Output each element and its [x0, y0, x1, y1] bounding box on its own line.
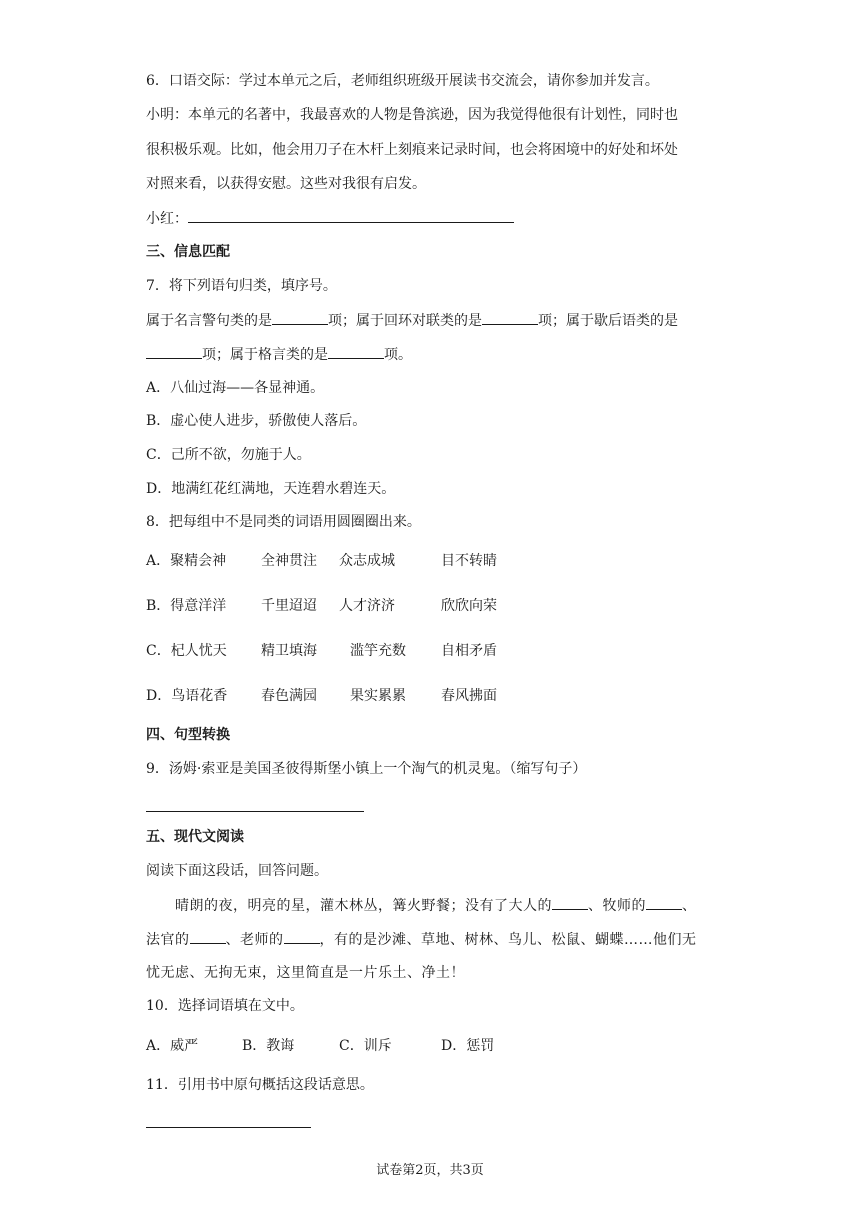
word-item[interactable]: 春色满园: [261, 688, 317, 704]
passage-line3: 忧无虑、无拘无束，这里简直是一片乐土、净土！: [146, 965, 465, 981]
q6-xiaohong-answer: [146, 208, 514, 229]
q7-text: 属于名言警句类的是: [146, 313, 272, 329]
page-footer: 试卷第2页，共3页: [376, 1163, 484, 1178]
section-title-modern-reading: 五、现代文阅读: [146, 829, 244, 845]
word-item[interactable]: 精卫填海: [261, 643, 317, 659]
q11-stem: 11．引用书中原句概括这段话意思。: [146, 1077, 374, 1093]
answer-blank[interactable]: [272, 310, 328, 325]
xiaohong-label: 小红：: [146, 211, 188, 227]
q7-stem: 7．将下列语句归类，填序号。: [146, 278, 337, 294]
passage-line1: [175, 895, 697, 916]
q10-option-a[interactable]: A．威严: [146, 1038, 199, 1054]
section-title-sentence-transform: 四、句型转换: [146, 727, 230, 743]
word-item[interactable]: 欣欣向荣: [441, 598, 497, 614]
q10-option-b[interactable]: B．教诲: [242, 1038, 295, 1054]
passage-text: 、: [682, 898, 697, 914]
q7-text: 项。: [384, 347, 412, 363]
passage-blank[interactable]: [552, 895, 588, 910]
word-item[interactable]: 滥竽充数: [350, 643, 406, 659]
q7-text: 项；属于格言类的是: [202, 347, 328, 363]
passage-blank[interactable]: [284, 929, 320, 944]
word-item[interactable]: 果实累累: [350, 688, 406, 704]
word-item[interactable]: 千里迢迢: [261, 598, 317, 614]
q9-stem: 9．汤姆·索亚是美国圣彼得斯堡小镇上一个淘气的机灵鬼。（缩写句子）: [146, 761, 587, 777]
passage-blank[interactable]: [190, 929, 226, 944]
passage-text: 法官的: [146, 932, 190, 948]
q6-line4: 对照来看，以获得安慰。这些对我很有启发。: [146, 176, 426, 192]
word-item[interactable]: 春风拂面: [441, 688, 497, 704]
q8-stem: 8．把每组中不是同类的词语用圆圈圈出来。: [146, 514, 421, 530]
answer-blank[interactable]: [146, 344, 202, 359]
q7-option-c: C．己所不欲，勿施于人。: [146, 447, 311, 463]
q7-option-a: A．八仙过海——各显神通。: [146, 380, 325, 396]
q10-option-c[interactable]: C．训斥: [339, 1038, 392, 1054]
answer-blank[interactable]: [482, 310, 538, 325]
passage-text: 、牧师的: [588, 898, 646, 914]
section-title-info-match: 三、信息匹配: [146, 244, 230, 260]
q7-fill-line2: [146, 344, 412, 365]
answer-blank[interactable]: [328, 344, 384, 359]
word-item[interactable]: 全神贯注: [261, 553, 317, 569]
q6-line3: 很积极乐观。比如，他会用刀子在木杆上刻痕来记录时间，也会将困境中的好处和坏处: [146, 142, 678, 158]
q7-option-d: D．地满红花红满地，天连碧水碧连天。: [146, 481, 396, 497]
word-item[interactable]: C．杞人忧天: [146, 643, 227, 659]
q7-text: 项；属于回环对联类的是: [328, 313, 482, 329]
passage-text: ，有的是沙滩、草地、树林、鸟儿、松鼠、蝴蝶……他们无: [319, 932, 697, 948]
word-item[interactable]: 自相矛盾: [441, 643, 497, 659]
passage-text: 、老师的: [225, 932, 284, 948]
word-item[interactable]: 目不转睛: [441, 553, 497, 569]
passage-line2: [146, 929, 697, 950]
word-item[interactable]: A．聚精会神: [146, 553, 227, 569]
word-item[interactable]: D．鸟语花香: [146, 688, 228, 704]
word-item[interactable]: 人才济济: [339, 598, 395, 614]
word-item[interactable]: 众志成城: [339, 553, 395, 569]
q6-line2: 小明：本单元的名著中，我最喜欢的人物是鲁滨逊，因为我觉得他很有计划性，同时也: [146, 107, 678, 123]
answer-blank[interactable]: [188, 208, 514, 223]
passage-blank[interactable]: [646, 895, 682, 910]
q10-stem: 10．选择词语填在文中。: [146, 998, 304, 1014]
passage-text: 晴朗的夜，明亮的星，灌木林丛，篝火野餐；没有了大人的: [175, 898, 552, 914]
q6-line1: 6．口语交际：学过本单元之后，老师组织班级开展读书交流会，请你参加并发言。: [146, 73, 659, 89]
q10-option-d[interactable]: D．惩罚: [441, 1038, 495, 1054]
q7-fill-line1: [146, 310, 678, 331]
q7-option-b: B．虚心使人进步，骄傲使人落后。: [146, 413, 367, 429]
q7-text: 项；属于歇后语类的是: [538, 313, 678, 329]
q11-answer-line[interactable]: [146, 1127, 311, 1128]
q9-answer-line[interactable]: [146, 811, 364, 812]
reading-intro: 阅读下面这段话，回答问题。: [146, 863, 328, 879]
word-item[interactable]: B．得意洋洋: [146, 598, 227, 614]
